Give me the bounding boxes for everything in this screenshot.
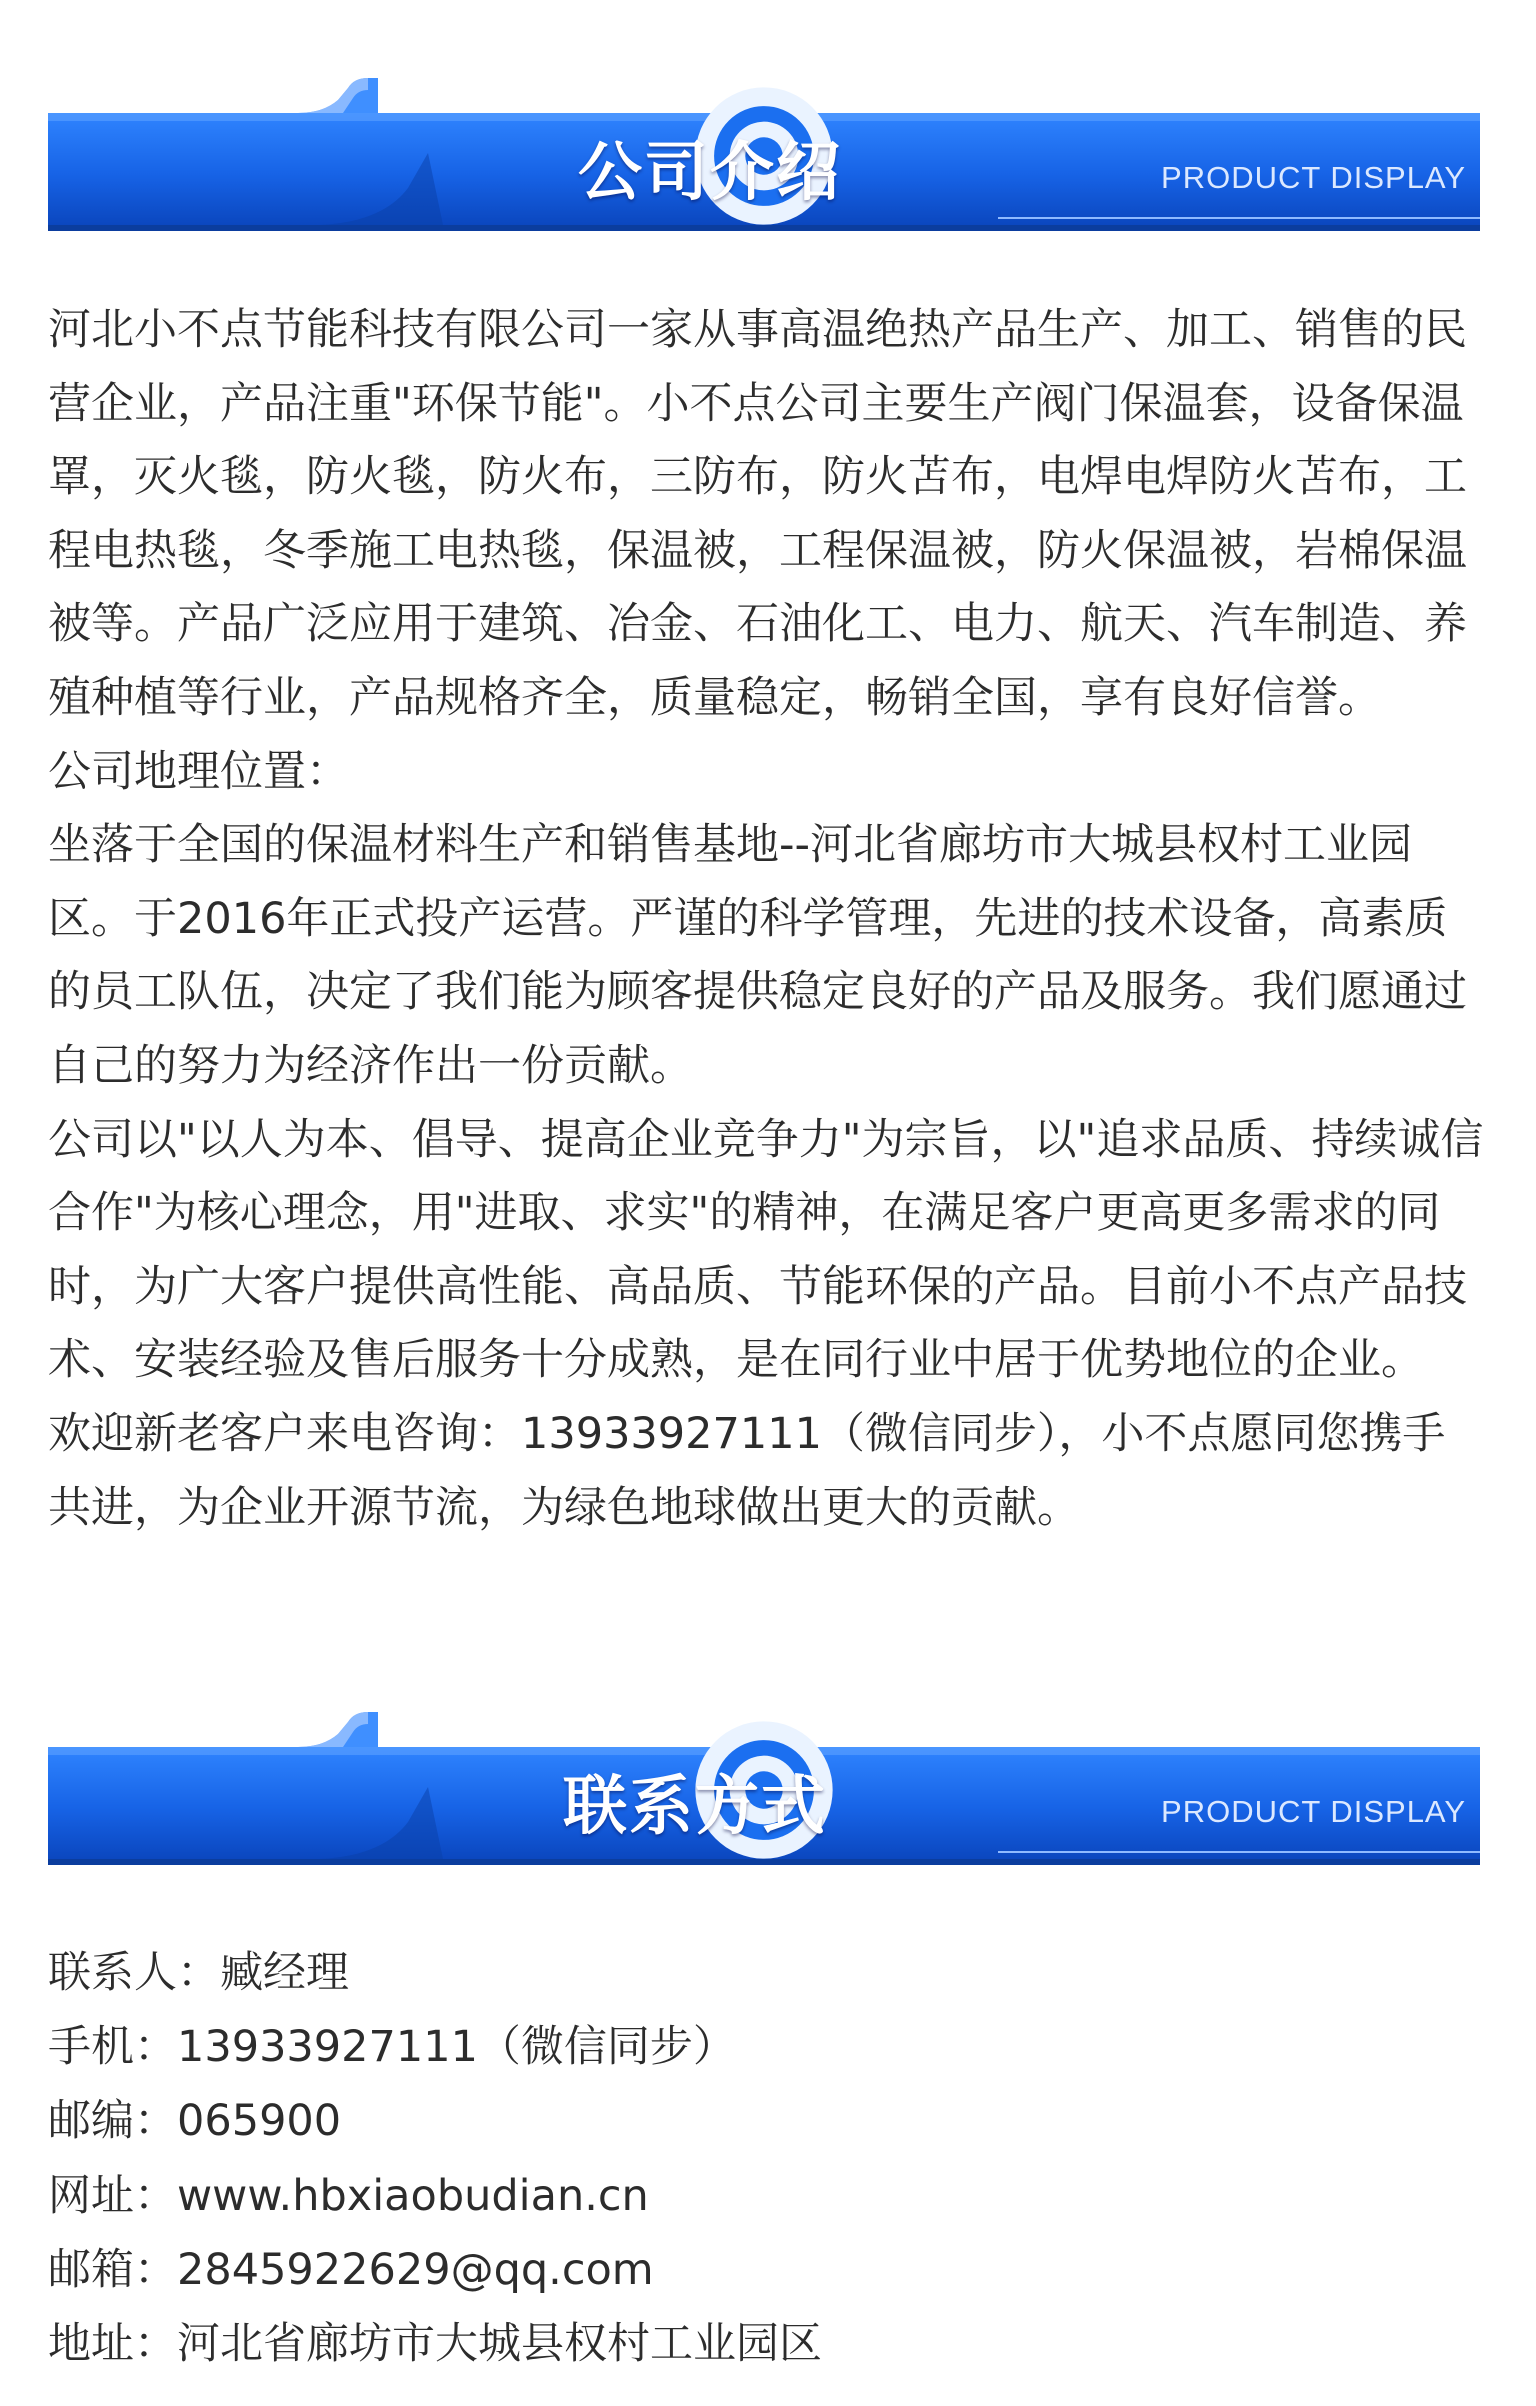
contact-banner	[48, 1712, 1480, 1868]
intro-paragraph: 公司以"以人为本、倡导、提高企业竞争力"为宗旨，以"追求品质、持续诚信合作"为核心理念，用"进取、求实"的精神，在满足客户更高更多需求的同时，为广大客户提供高性能、高品质、节能环保的产品。目前小不点产品技术、安装经验及售后服务十分成熟，是在同行业中居于优势地位的企业。	[48, 1114, 1484, 1386]
intro-paragraph: 坐落于全国的保温材料生产和销售基地--河北省廊坊市大城县权村工业园区。于2016年正式投产运营。严谨的科学管理，先进的技术设备，高素质的员工队伍，决定了我们能为顾客提供稳定良好的产品及服务。我们愿通过自己的努力为经济作出一份贡献。	[48, 820, 1467, 1091]
contact-email[interactable]: 邮箱：2845922629@qq.com	[48, 2244, 654, 2295]
company-intro-text	[48, 294, 1488, 1545]
contact-banner-title: 联系方式	[563, 1770, 827, 1844]
contact-phone: 手机：13933927111（微信同步）	[48, 2022, 736, 2073]
intro-banner	[48, 78, 1480, 234]
contact-details	[48, 1936, 1488, 2381]
intro-banner-title: 公司介绍	[578, 136, 842, 210]
intro-banner-subtitle: PRODUCT DISPLAY	[1161, 160, 1466, 195]
contact-banner-subtitle: PRODUCT DISPLAY	[1161, 1794, 1466, 1829]
contact-address: 地址：河北省廊坊市大城县权村工业园区	[48, 2319, 822, 2370]
intro-paragraph: 欢迎新老客户来电咨询：13933927111（微信同步），小不点愿同您携手共进，为企业开源节流，为绿色地球做出更大的贡献。	[48, 1408, 1446, 1533]
intro-paragraph: 河北小不点节能科技有限公司一家从事高温绝热产品生产、加工、销售的民营企业，产品注重"环保节能"。小不点公司主要生产阀门保温套，设备保温罩，灭火毯，防火毯，防火布，三防布，防火苫布，电焊电焊防火苫布，工程电热毯，冬季施工电热毯，保温被，工程保温被，防火保温被，岩棉保温被等。产品广泛应用于建筑、冶金、石油化工、电力、航天、汽车制造、养殖种植等行业，产品规格齐全，质量稳定，畅销全国，享有良好信誉。	[48, 305, 1467, 723]
location-heading: 公司地理位置：	[48, 746, 349, 797]
contact-postcode: 邮编：065900	[48, 2096, 342, 2147]
contact-website[interactable]: 网址：www.hbxiaobudian.cn	[48, 2170, 649, 2221]
contact-person: 联系人：臧经理	[48, 1948, 349, 1998]
